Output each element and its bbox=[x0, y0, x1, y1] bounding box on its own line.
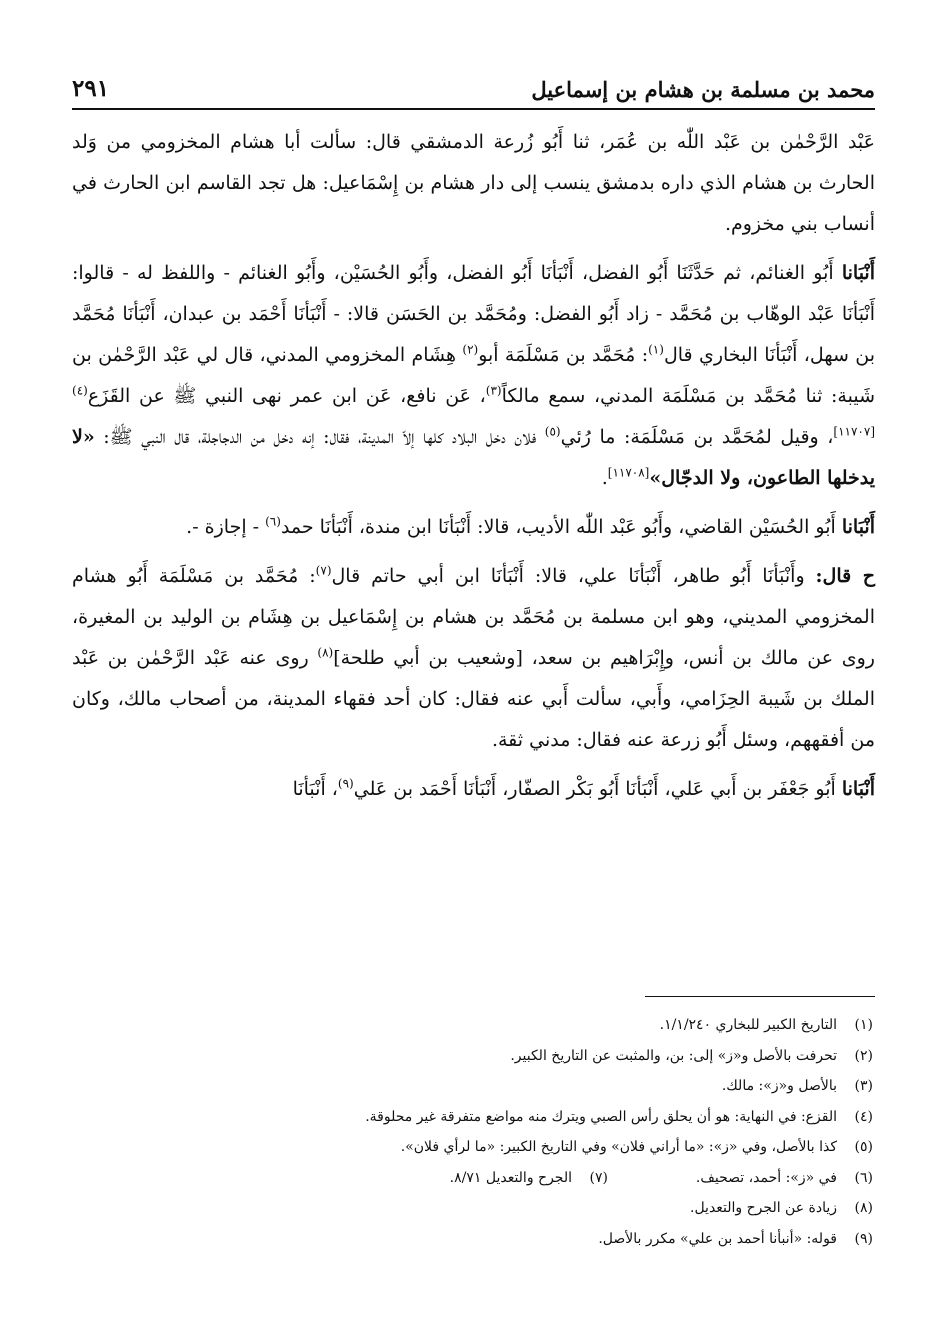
paragraph-5-text-a: أَبُو جَعْفَر بن أَبي عَلي، أَنْبَأنَا أَبُو بَكْر الصفّار، أَنْبَأنَا أَحْمَد بن عَلي bbox=[353, 778, 842, 800]
running-header bbox=[72, 62, 875, 110]
footnote-ref-5[interactable]: (٥) bbox=[544, 424, 561, 439]
paragraph-3-lead: أَنْبَانا bbox=[841, 516, 875, 538]
paragraph-3 bbox=[72, 507, 875, 548]
main-text bbox=[72, 122, 875, 818]
footnote-text: زيادة عن الجرح والتعديل. bbox=[690, 1200, 837, 1216]
footnote-ref-2[interactable]: (٢) bbox=[462, 342, 479, 357]
paragraph-4-text-c: روى عنه عَبْد الرَّحْمٰن بن عَبْد الملك بن شَيبة الحِزَامي، وأَبي، سألت أَبي عنه فقال: كان أحد فقهاء المدينة، من أصحاب مالك، وكان من أفقههم، وسئل أَبُو زرعة عنه فقال: مدني ثقة. bbox=[72, 647, 875, 751]
paragraph-4-text-a: وأَنْبَأنَا أَبُو طاهر، أَنْبَأنَا علي، قالا: أَنْبَأنَا ابن أبي حاتم قال bbox=[331, 565, 816, 587]
paragraph-2-end: . bbox=[601, 467, 608, 489]
paragraph-4-lead: ح قال: bbox=[815, 565, 875, 587]
paragraph-2-lead: أَنْبَانا bbox=[841, 262, 875, 284]
footnote-number: (٨) bbox=[854, 1200, 873, 1216]
footnote-separator bbox=[645, 996, 875, 997]
hadith-quote: «لا يدخلها الطاعون، ولا الدجّال» bbox=[72, 426, 875, 489]
footnote-text: القزع: في النهاية: هو أن يحلق رأس الصبي ويترك منه مواضع متفرقة غير محلوقة. bbox=[365, 1108, 837, 1125]
paragraph-2-text-f: فلان دخل البلاد كلها إلاّ المدينة، فقال: إنه دخل من الدجاجلة، قال النبي ﷺ: bbox=[94, 426, 545, 448]
footnote-ref-4[interactable]: (٤)[١١٧٠٧] bbox=[72, 383, 875, 439]
paragraph-5 bbox=[72, 769, 875, 810]
footnote-1 bbox=[72, 1010, 873, 1041]
footnote-number: (٣) bbox=[854, 1078, 873, 1094]
paragraph-4-text-b: : مُحَمَّد بن مَسْلَمَة أَبُو هشام المخزومي المديني، وهو ابن مسلمة بن مُحَمَّد بن هشام بن إِسْمَاعيل بن هِشَام بن الوليد بن المغيرة، روى عن مالك بن أنس، وإِبْرَاهيم بن سعد، [وشعيب بن أبي طلحة] bbox=[72, 565, 875, 669]
running-title: محمد بن مسلمة بن هشام بن إسماعيل bbox=[531, 77, 875, 102]
paragraph-5-text-b: ، أَنْبَأنَا bbox=[292, 778, 338, 800]
paragraph-3-text-a: أَبُو الحُسَيْن القاضي، وأَبُو عَبْد اللّٰه الأديب، قالا: أَنْبَأنَا ابن مندة، أَنْبَأنَا حمد bbox=[280, 516, 842, 538]
footnote-2 bbox=[72, 1041, 873, 1072]
footnote-number: (٩) bbox=[854, 1230, 873, 1247]
paragraph-2-text-d: ، عَن نافع، عَن ابن عمر نهى النبي ﷺ عن القَزَع bbox=[87, 385, 486, 407]
paragraph-2-text-a: أَبُو الغنائم، ثم حَدَّثَنَا أَبُو الفضل، أَنْبَأنَا أَبُو الفضل، وأَبُو الحُسَيْن، وأَبُو الغنائم - واللفظ له - قالوا: أَنْبَأنَا عَبْد الوهّاب بن مُحَمَّد - زاد أَبُو الفضل: ومُحَمَّد بن الحَسَن قالا: - أَنْبَأنَا أَحْمَد بن عبدان، أَنْبَأنَا مُحَمَّد بن سهل، أَنْبَأنَا البخاري قال bbox=[72, 262, 876, 366]
footnote-7 bbox=[450, 1163, 608, 1194]
paragraph-2-text-e: ، وقيل لمُحَمَّد بن مَسْلَمَة: ما رُئي bbox=[560, 426, 834, 448]
footnote-number: (٤) bbox=[854, 1108, 873, 1125]
footnote-ref-9[interactable]: (٩) bbox=[337, 776, 354, 791]
footnote-ref-6[interactable]: (٦) bbox=[265, 514, 281, 529]
footnote-ref-3[interactable]: (٣) bbox=[485, 383, 502, 398]
paragraph-1-text: عَبْد الرَّحْمٰن بن عَبْد اللّٰه بن عُمَر، ثنا أَبُو زُرعة الدمشقي قال: سألت أبا هشام المخزومي من وَلد الحارث بن هشام الذي داره بدمشق ينسب إلى دار هشام بن إِسْمَاعيل: هل تجد القاسم ابن الحارث في أنساب بني مخزوم. bbox=[72, 131, 875, 235]
hadith-number-ref: [١١٧٠٨] bbox=[607, 465, 650, 480]
footnote-text: تحرفت بالأصل و«ز» إلى: بن، والمثبت عن التاريخ الكبير. bbox=[510, 1047, 837, 1064]
footnotes bbox=[72, 1010, 873, 1254]
footnote-ref-8[interactable]: (٨) bbox=[317, 645, 334, 660]
paragraph-2-text-b: : مُحَمَّد بن مَسْلَمَة أبو bbox=[478, 344, 649, 366]
page-number: ٢٩١ bbox=[72, 75, 110, 102]
footnote-text: الجرح والتعديل ٨/٧١. bbox=[449, 1169, 572, 1186]
footnote-text: التاريخ الكبير للبخاري ١/١/٢٤٠. bbox=[659, 1017, 837, 1033]
footnote-9 bbox=[72, 1224, 873, 1255]
paragraph-4 bbox=[72, 556, 875, 761]
footnote-text: قوله: «أنبأنا أحمد بن علي» مكرر بالأصل. bbox=[598, 1230, 837, 1247]
paragraph-2 bbox=[72, 253, 875, 499]
footnote-4 bbox=[72, 1102, 873, 1133]
paragraph-5-lead: أَنْبَانا bbox=[841, 778, 875, 800]
footnote-row-6-7 bbox=[72, 1163, 873, 1194]
footnote-number: (٦) bbox=[854, 1169, 873, 1186]
footnote-number: (٢) bbox=[854, 1047, 873, 1064]
footnote-5 bbox=[72, 1132, 873, 1163]
footnote-8 bbox=[72, 1193, 873, 1224]
footnote-number: (٧) bbox=[589, 1169, 608, 1186]
paragraph-2-text-c: هِشَام المخزومي المدني، قال لي عَبْد الرَّحْمٰن بن شَيبة: ثنا مُحَمَّد بن مَسْلَمَة المدني، سمع مالكاً bbox=[72, 344, 875, 407]
footnote-ref-7[interactable]: (٧) bbox=[315, 563, 332, 578]
footnote-text: كذا بالأصل، وفي «ز»: «ما أراني فلان» وفي التاريخ الكبير: «ما لرأي فلان». bbox=[400, 1139, 837, 1155]
footnote-3 bbox=[72, 1071, 873, 1102]
paragraph-3-text-b: - إجازة -. bbox=[186, 516, 266, 538]
footnote-text: في «ز»: أحمد، تصحيف. bbox=[695, 1169, 837, 1186]
footnote-number: (٥) bbox=[854, 1139, 873, 1155]
footnote-ref-1[interactable]: (١) bbox=[648, 342, 664, 357]
footnote-number: (١) bbox=[854, 1017, 873, 1033]
footnote-text: بالأصل و«ز»: مالك. bbox=[721, 1078, 837, 1094]
paragraph-1 bbox=[72, 122, 875, 245]
footnote-6 bbox=[608, 1163, 873, 1194]
